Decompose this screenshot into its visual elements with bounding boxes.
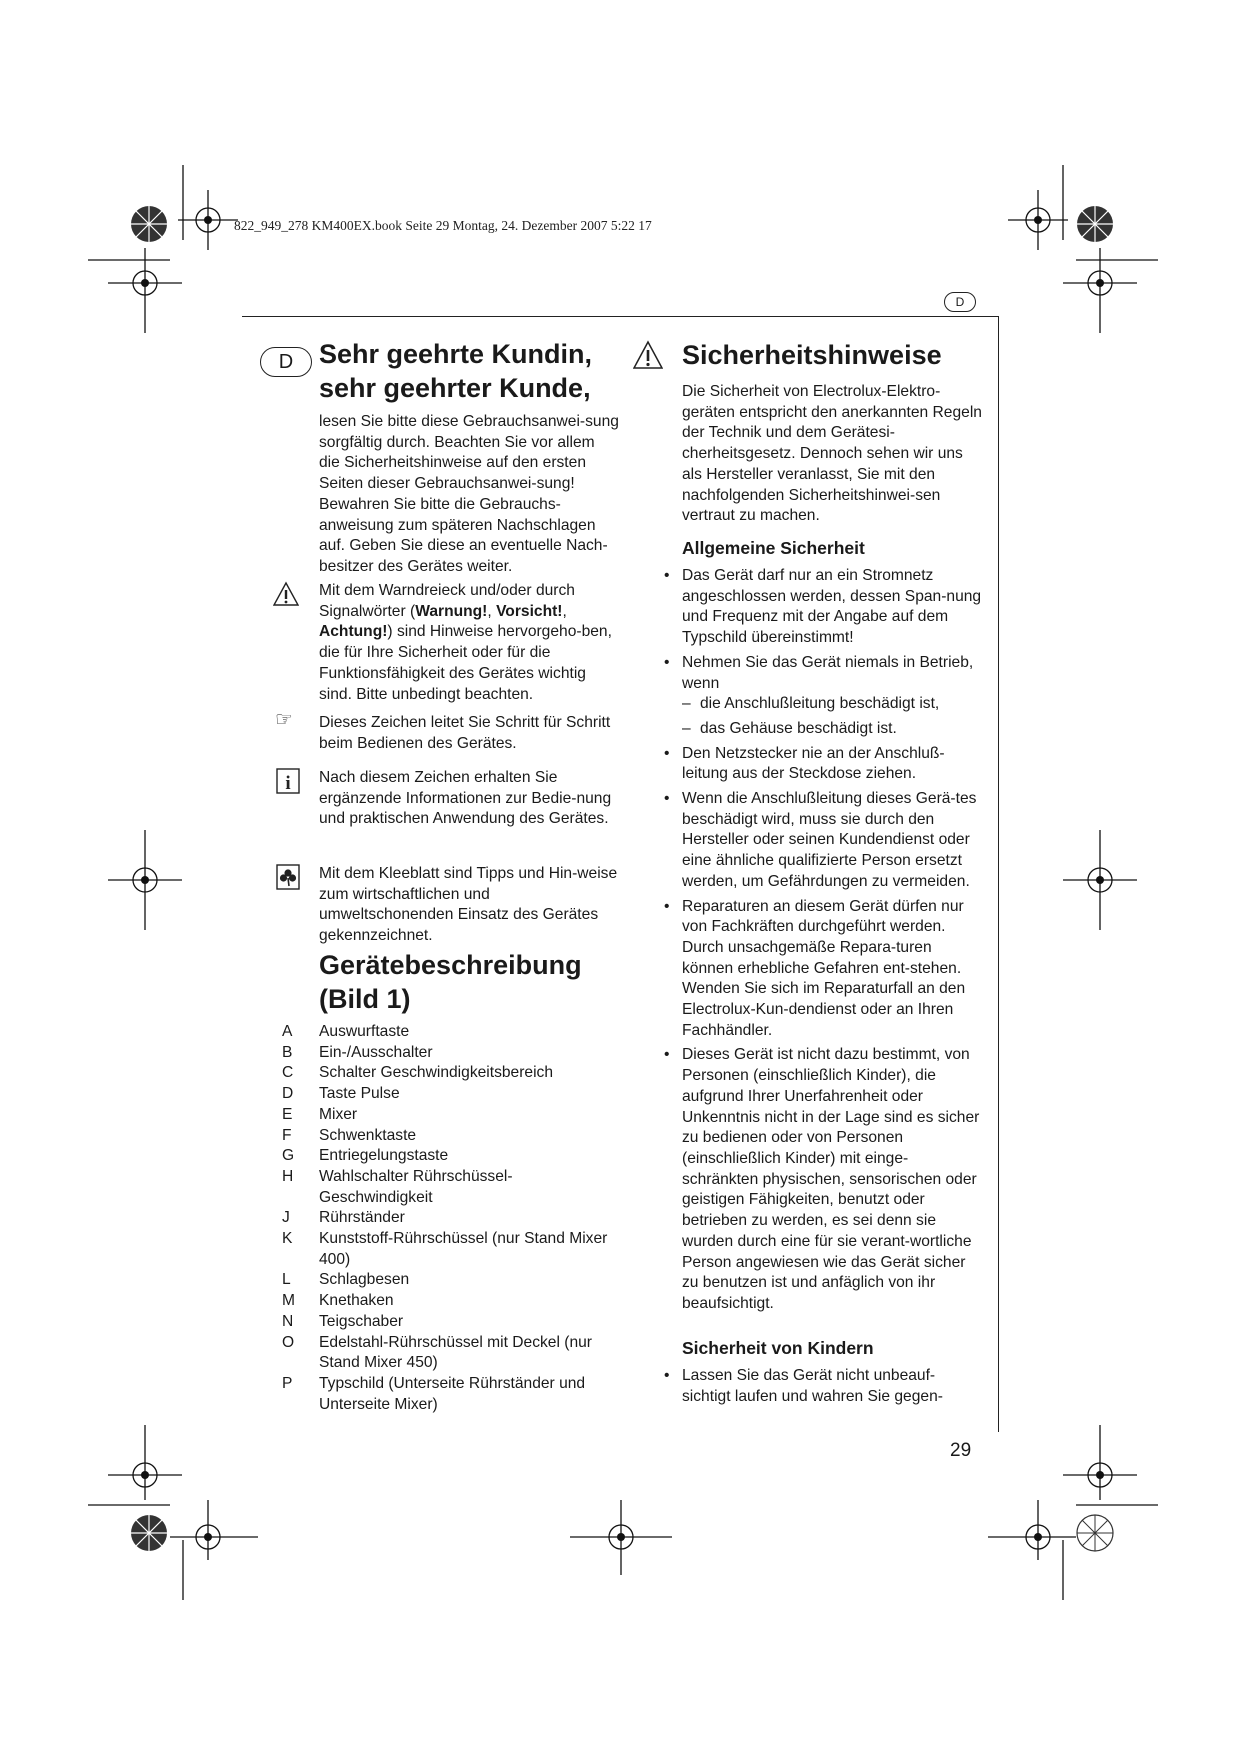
general-safety-list — [664, 566, 982, 1319]
part-text: Schwenktaste — [319, 1126, 417, 1144]
intro-paragraph: lesen Sie bitte diese Gebrauchsanwei-sung sorgfältig durch. Beachten Sie vor allem die Sicherheitshinweise auf den ersten Seiten dieser Gebrauchsanwei-sung! Bewahren Sie bitte die Gebrauchs-anweisung zum späteren Nachschlagen auf. Geben Sie diese an eventuelle Nach-besitzer des Gerätes weiter. — [319, 413, 619, 575]
svg-text:i: i — [285, 773, 291, 794]
crosshair-right-lower — [1063, 1425, 1137, 1500]
part-letter: K — [282, 1230, 293, 1248]
part-letter: L — [282, 1271, 291, 1289]
right-rule — [998, 316, 999, 1432]
separator: , — [562, 602, 567, 620]
warning-triangle-icon — [273, 581, 299, 607]
part-letter: A — [282, 1023, 293, 1040]
parts-row — [282, 1208, 622, 1229]
clover-paragraph: Mit dem Kleeblatt sind Tipps und Hin-weise zum wirtschaftlichen und umweltschonenden Einsatz des Gerätes gekennzeichnet. — [319, 865, 618, 945]
separator: , — [487, 602, 497, 620]
list-item: • Dieses Gerät ist nicht dazu bestimmt, von Personen (einschließlich Kinder), die aufgrund Ihrer Unerfahrenheit oder Unkenntnis nicht in der Lage sind es sicher zu bedienen oder von Personen (einschließlich Kinder) mit einge-schränkten physischen, sensorischen oder geistigen Fähigkeiten, benutzt oder betrieben zu werden, es sei denn sie wurden durch eine für sie verant-wortliche Person angewiesen wie das Gerät sicher zu benutzen ist und anfäglich von ihr beaufsichtigt. — [664, 1046, 980, 1312]
info-paragraph: Nach diesem Zeichen erhalten Sie ergänzende Informationen zur Bedie-nung und praktischen Anwendung des Gerätes. — [319, 769, 612, 828]
child-safety-heading: Sicherheit von Kindern — [682, 1338, 874, 1358]
parts-row — [282, 1043, 622, 1064]
part-letter: O — [282, 1333, 295, 1351]
parts-row — [282, 1291, 622, 1312]
part-letter: P — [282, 1374, 293, 1392]
general-safety-heading: Allgemeine Sicherheit — [682, 538, 865, 558]
bullet-text: Nehmen Sie das Gerät niemals in Betrieb, wenn — [682, 653, 974, 692]
info-icon — [276, 768, 300, 794]
starburst-top-left — [131, 206, 167, 242]
part-letter: D — [282, 1085, 294, 1103]
parts-row — [282, 1063, 622, 1084]
device-description-title — [319, 948, 619, 1016]
starburst-bottom-right — [1077, 1515, 1113, 1551]
starburst-bottom-left — [131, 1515, 167, 1551]
warning-triangle-icon — [633, 340, 663, 370]
warning-text-start: Mit dem Warndreieck und/oder durch Signalwörter ( — [319, 582, 575, 620]
list-item: • Nehmen Sie das Gerät niemals in Betrieb, wenn – die Anschlußleitung beschädigt ist, – das Gehäuse beschädigt ist. — [682, 653, 982, 740]
safety-title: Sicherheitshinweise — [682, 340, 942, 370]
greeting-line-2: sehr geehrter Kunde, — [319, 373, 591, 403]
bullet-text: Wenn die Anschlußleitung dieses Gerä-tes beschädigt wird, muss sie durch den Hersteller oder seinen Kundendienst oder eine ähnliche qualifizierte Person ersetzt werden, um Gefährdungen zu vermeiden. — [682, 790, 977, 890]
clover-icon — [276, 864, 300, 890]
part-text: Typschild (Unterseite Rührständer und Unterseite Mixer) — [319, 1374, 586, 1413]
parts-row — [282, 1105, 622, 1126]
step-hint-paragraph: Dieses Zeichen leitet Sie Schritt für Schritt beim Bedienen des Gerätes. — [319, 714, 611, 752]
part-text: Taste Pulse — [319, 1085, 400, 1103]
part-letter: G — [282, 1147, 295, 1165]
greeting-line-1: Sehr geehrte Kundin, — [319, 339, 593, 369]
part-text: Knethaken — [319, 1292, 394, 1310]
list-item: • Das Gerät darf nur an ein Stromnetz angeschlossen werden, dessen Span-nung und Frequenz mit der Angabe auf dem Typschild übereinstimmt! — [664, 567, 982, 647]
part-text: Teigschaber — [319, 1312, 404, 1330]
pointing-hand-icon: ☞ — [275, 709, 293, 731]
part-text: Wahlschalter Rührschüssel-Geschwindigkeit — [319, 1167, 513, 1206]
signal-word-achtung: Achtung! — [319, 623, 388, 641]
parts-row — [282, 1229, 622, 1270]
part-letter: M — [282, 1292, 295, 1310]
bullet-text: Lassen Sie das Gerät nicht unbeauf-sichtigt laufen und wahren Sie gegen- — [682, 1367, 943, 1405]
parts-row — [282, 1270, 622, 1291]
parts-row — [282, 1167, 622, 1208]
signal-word-warnung: Warnung! — [415, 602, 488, 620]
parts-row — [282, 1374, 622, 1415]
bullet-text: Dieses Gerät ist nicht dazu bestimmt, von Personen (einschließlich Kinder), die aufgrund Ihrer Unerfahrenheit oder Unkenntnis nicht in der Lage sind es sicher zu bedienen oder von Personen (einschließlich Kinder) mit einge-schränkten physischen, sensorischen oder geistigen Fähigkeiten, benutzt oder betrieben zu werden, es sei denn sie wurden durch eine für sie verant-wortliche Person angewiesen wie das Gerät sicher zu benutzen ist und anfäglich von ihr beaufsichtigt. — [682, 1046, 980, 1312]
part-text: Schalter Geschwindigkeitsbereich — [319, 1064, 554, 1082]
part-text: Edelstahl-Rührschüssel mit Deckel (nur Stand Mixer 450) — [319, 1333, 592, 1372]
signal-word-vorsicht: Vorsicht! — [496, 602, 563, 620]
list-item: • Wenn die Anschlußleitung dieses Gerä-tes beschädigt wird, muss sie durch den Hersteller oder seinen Kundendienst oder eine ähnliche qualifizierte Person ersetzt werden, um Gefährdungen zu vermeiden. — [664, 790, 977, 890]
parts-row — [282, 1084, 622, 1105]
part-text: Ein-/Ausschalter — [319, 1043, 433, 1061]
parts-row — [282, 1146, 622, 1167]
device-description-line-2: (Bild 1) — [319, 984, 411, 1014]
warning-text-end: ) sind Hinweise hervorgeho-ben, die für Ihre Sicherheit oder für die Funktionsfähigkeit des Gerätes wichtig sind. Bitte unbedingt beachten. — [319, 623, 612, 703]
greeting-title — [319, 337, 619, 405]
part-text: Auswurftaste — [319, 1023, 410, 1040]
part-text: Mixer — [319, 1105, 358, 1123]
parts-row — [282, 1312, 622, 1333]
crosshair-left-upper — [108, 248, 182, 333]
part-text: Rührständer — [319, 1209, 405, 1227]
sub-bullet-text: das Gehäuse beschädigt ist. — [700, 719, 897, 737]
part-text: Kunststoff-Rührschüssel (nur Stand Mixer 400) — [319, 1230, 608, 1268]
sub-list-item: – die Anschlußleitung beschädigt ist, — [682, 695, 940, 713]
part-text: Schlagbesen — [319, 1271, 410, 1289]
parts-row — [282, 1022, 622, 1043]
language-badge-small: D — [944, 292, 976, 312]
part-letter: F — [282, 1126, 292, 1144]
file-info-line: 822_949_278 KM400EX.book Seite 29 Montag, 24. Dezember 2007 5:22 17 — [234, 218, 652, 233]
parts-row — [282, 1333, 622, 1374]
top-rule — [242, 316, 999, 317]
child-safety-list — [664, 1366, 982, 1411]
sub-list-item: – das Gehäuse beschädigt ist. — [682, 719, 897, 737]
list-item: • Den Netzstecker nie an der Anschluß-leitung aus der Steckdose ziehen. — [664, 744, 945, 783]
parts-row — [282, 1126, 622, 1147]
part-letter: H — [282, 1167, 294, 1185]
bullet-text: Reparaturen an diesem Gerät dürfen nur von Fachkräften durchgeführt werden. Durch unsachgemäße Repara-turen können erhebliche Gefahren ent-stehen. Wenden Sie sich im Reparaturfall an den Electrolux-Kun-dendienst oder an Ihren Fachhändler. — [682, 897, 966, 1039]
list-item: • Lassen Sie das Gerät nicht unbeauf-sichtigt laufen und wahren Sie gegen- — [664, 1367, 943, 1405]
part-letter: C — [282, 1064, 294, 1082]
bullet-text: Das Gerät darf nur an ein Stromnetz angeschlossen werden, dessen Span-nung und Frequenz mit der Angabe auf dem Typschild übereinstimmt! — [682, 567, 982, 647]
list-item: • Reparaturen an diesem Gerät dürfen nur von Fachkräften durchgeführt werden. Durch unsachgemäße Repara-turen können erhebliche Gefahren ent-stehen. Wenden Sie sich im Reparaturfall an den Electrolux-Kun-dendienst oder an Ihren Fachhändler. — [664, 897, 966, 1039]
crosshair-right-upper — [1063, 248, 1137, 333]
part-text: Entriegelungstaste — [319, 1147, 449, 1165]
part-letter: J — [282, 1209, 290, 1227]
part-letter: E — [282, 1105, 293, 1123]
bullet-text: Den Netzstecker nie an der Anschluß-leitung aus der Steckdose ziehen. — [682, 744, 945, 783]
crosshair-left-lower — [108, 1425, 182, 1500]
warning-paragraph — [319, 581, 619, 705]
page-number: 29 — [950, 1440, 972, 1461]
safety-intro: Die Sicherheit von Electrolux-Elektro-geräten entspricht den anerkannten Regeln der Technik und dem Gerätesi-cherheitsgesetz. Dennoch sehen wir uns als Hersteller veranlasst, Sie mit den nachfolgenden Sicherheitshinwei-sen vertraut zu machen. — [682, 383, 982, 525]
part-letter: N — [282, 1312, 294, 1330]
sub-bullet-text: die Anschlußleitung beschädigt ist, — [700, 695, 940, 713]
device-description-line-1: Gerätebeschreibung — [319, 950, 582, 980]
parts-list — [282, 1022, 622, 1415]
part-letter: B — [282, 1043, 293, 1061]
language-badge: D — [260, 347, 312, 377]
starburst-top-right — [1077, 206, 1113, 242]
